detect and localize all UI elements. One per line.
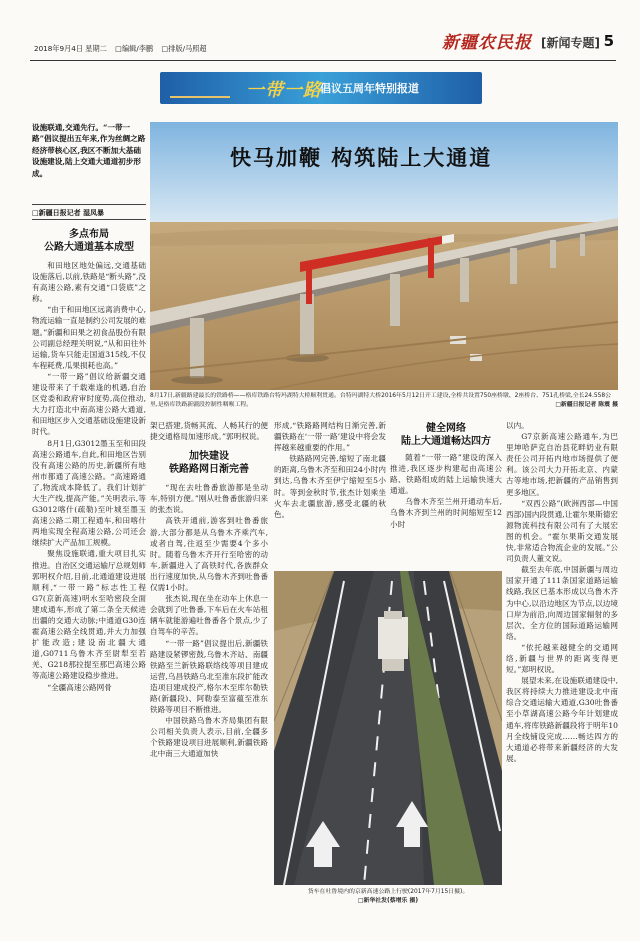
paragraph: G7京新高速公路通车,为巴里坤哈萨克自治县花畔奶业有限责任公司开拓内地市场提供了便利。该公司大力开拓北京、内蒙古等地市场,把新疆的产品销售到更多地区。 — [506, 432, 618, 497]
section2-heading — [150, 450, 268, 476]
photo-credit: □新疆日报记者 陈震 摄 — [555, 402, 618, 408]
layout-credit: □排版/马照超 — [161, 44, 207, 53]
highway-photo-caption — [274, 888, 502, 906]
paragraph: 和田地区地处偏远,交通基础设施落后,以前,铁路是“断头路”,没有高速公路,素有交通“口袋底”之称。 — [32, 261, 146, 304]
paragraph: 架已搭建,货畅其流、人畅其行的便捷交通格局加速形成。”郭明权说。 — [150, 421, 268, 442]
section2-heading-line1: 加快建设 — [189, 451, 229, 463]
caption-text: 货车在吐鲁境内的京新高速公路上行驶(2017年7月15日摄)。 — [307, 889, 469, 895]
section1-heading-line2: 公路大通道基本成型 — [44, 242, 134, 253]
highway-photo-image — [274, 571, 502, 885]
paragraph: “全疆高速公路网骨 — [47, 682, 112, 692]
editor-credit: □编辑/李鹏 — [115, 44, 154, 53]
caption-text: 8月17日,新疆路建最长的铁路桥——格库铁路台特玛湖特大桥顺利贯通。台特玛湖特大桥2016年5月12日开工建设,全桥共设置750座桥墩、2座桥台、751孔桥梁,全长24.558公里,是格库铁路新疆段控制性咽喉工程。 — [150, 393, 612, 408]
banner-subtitle: 倡议五周年特别报道 — [320, 82, 419, 95]
paragraph: 聚焦设施联通,重大项目扎实推进。自治区交通运输厅总规划师郭明权介绍,目前,北通道建设进展顺利,“一带一路”标志性工程G7(京新高速)明水至哈密段全面建成通车,形成了第二条全天候进出疆的交通大动脉;中通道G30连霍高速公路全线贯通,并大力加强扩能改造;建设南北疆大通道,G0711乌鲁木齐至尉犁至若羌、G218那拉提至那巴高速公路等高速公路建设稳步推进。 — [32, 549, 146, 681]
article-byline: □新疆日报记者 湿凤暴 — [32, 209, 105, 217]
page-number: 5 — [603, 32, 614, 50]
paragraph: 中国铁路乌鲁木齐局集团有限公司相关负责人表示,目前,全疆多个铁路建设项目进展顺利,新疆铁路北中南三大通道加快 — [150, 716, 268, 759]
camel-caravan-icon — [170, 90, 230, 98]
paragraph: 随着“一带一路”建设的深入推进,我区逐步构建起由高速公路、铁路组成的陆上运输快速大通道。 — [390, 453, 502, 496]
banner-title: 一带一路 — [246, 80, 322, 101]
article-lead: 设施联通,交通先行。“一带一路”倡议提出五年来,作为丝绸之路经济带核心区,我区不断加大基础设施建设,陆上交通大通道初步形成。 — [32, 123, 146, 178]
paragraph: 铁路路网完善,缩短了南北疆的距离,乌鲁木齐至和田24小时内到达,乌鲁木齐至伊宁缩短至5小时。等到金秋时节,张杰计划乘坐火车去北疆旅游,感受北疆的秋色。 — [274, 454, 386, 519]
article-title: 快马加鞭 构筑陆上大通道 — [230, 146, 493, 170]
column-5 — [506, 420, 618, 930]
paragraph: “现在去吐鲁番旅游都是坐动车,特别方便。”刚从吐鲁番旅游归来的张杰说。 — [150, 483, 268, 515]
paragraph: “由于和田地区远离消费中心,物流运输一直是制约公司发展的难题。”新疆和田果之初食品股份有限公司副总经理关明说,“从和田往外运输,货车只能走国道315线,不仅车程耗费,瓜果损耗也高。” — [32, 305, 146, 370]
paragraph: 8月1日,G3012墨玉至和田段高速公路通车,自此,和田地区告别没有高速公路的历史,新疆所有地州市都通了高速公路。“高速路通了,物流成本降低了。我们计划扩大生产线,提高产能。”关明表示,等G3012喀什(疏勒)至叶城至墨玉高速公路二期工程通车,和田喀什两地实现全程高速公路,公司还会继续扩大产品加工规模。 — [32, 438, 146, 548]
section3-heading-line2: 陆上大通道畅达四方 — [401, 436, 491, 447]
byline-divider — [32, 219, 146, 220]
section1-heading — [32, 228, 146, 254]
section3-heading — [390, 422, 502, 448]
section2-heading-line2: 铁路路网日渐完善 — [169, 464, 249, 476]
column-2 — [150, 420, 268, 930]
column-4 — [390, 452, 502, 566]
highway-photo — [274, 571, 502, 885]
paragraph: “依托越来越健全的交通网络,新疆与世界的距离变得更短。”郑明权说。 — [506, 642, 618, 675]
header-rule — [30, 60, 616, 61]
paragraph: “一带一路”倡议给新疆交通建设带来了千载难逢的机遇,自治区党委和政府审时度势,高位推动,大力打造北中南高速公路大通道,和田地区步入交通基础设施建设新时代。 — [32, 371, 146, 437]
column-1 — [32, 260, 146, 930]
special-report-banner — [160, 72, 482, 104]
column-3 — [274, 420, 386, 566]
photo-credit: □新华社发(蔡增乐 摄) — [357, 898, 419, 904]
paragraph: “一带一路”倡议提出后,新疆铁路建设紧锣密鼓,乌鲁木齐站、南疆铁路至兰新铁路联络线等项目建成运营,乌昌铁路乌北至准东段扩能改造项目建成投产,格尔木至库尔勒铁路(新疆段)、阿勒泰至富蕴至准东铁路等项目不断推进。 — [150, 638, 268, 715]
bridge-photo-caption — [150, 392, 618, 410]
paragraph: “双西公路”(欧洲西部—中国西部)国内段贯通,让霍尔果斯德宏源物流科技有限公司有了大展宏图的机会。“霍尔果斯交通发展快,非常适合物流企业的发展。”公司负责人董文说。 — [506, 498, 618, 564]
paragraph: 形成,“铁路路网结构日渐完善,新疆铁路在‘一带一路’建设中将会发挥越来越重要的作用。” — [274, 421, 386, 453]
paragraph: 乌鲁木齐至兰州开通动车后,乌鲁木齐到兰州的时间缩短至12小时 — [390, 497, 502, 529]
paragraph: 以内。 — [506, 421, 529, 430]
section3-heading-line1: 健全网络 — [426, 423, 466, 434]
lead-divider — [32, 204, 146, 205]
paragraph: 截至去年底,中国新疆与周边国家开通了111条国家道路运输线路,我区已基本形成以乌鲁木齐为中心,以沿边地区为节点,以边境口岸为前沿,向周边国家辐射的多层次、全方位的国际道路运输网络。 — [506, 565, 618, 641]
section1-heading-line1: 多点布局 — [69, 229, 109, 240]
issue-meta — [34, 44, 213, 54]
paragraph: 高铁开通前,游客到吐鲁番旅游,大部分都是从乌鲁木齐乘汽车,或者自驾,往返至少需要4个多小时。随着乌鲁木齐开行至哈密的动车,新疆进入了高铁时代,各族群众出行速度加快,从乌鲁木齐到吐鲁番仅需1小时。 — [150, 516, 268, 593]
paragraph: 张杰说,现在坐在动车上休息一会就到了吐鲁番,下车后在火车站租辆车就能游遍吐鲁番各个景点,少了自驾车的辛苦。 — [150, 594, 268, 637]
masthead — [0, 0, 640, 64]
newspaper-logo: 新疆农民报 — [442, 33, 532, 53]
section-label: [新闻专题] — [541, 36, 600, 50]
paragraph: 展望未来,在设施联通建设中,我区将持续大力推进建设北中南综合交通运输大通道,G30吐鲁番至小草湖高速公路今年计划建成通车,将库铁路新疆段将于明年10月全线铺设完成……畅达四方的大通道必将带来新疆经济的大发展。 — [506, 676, 618, 763]
issue-date: 2018年9月4日 星期二 — [34, 44, 107, 53]
